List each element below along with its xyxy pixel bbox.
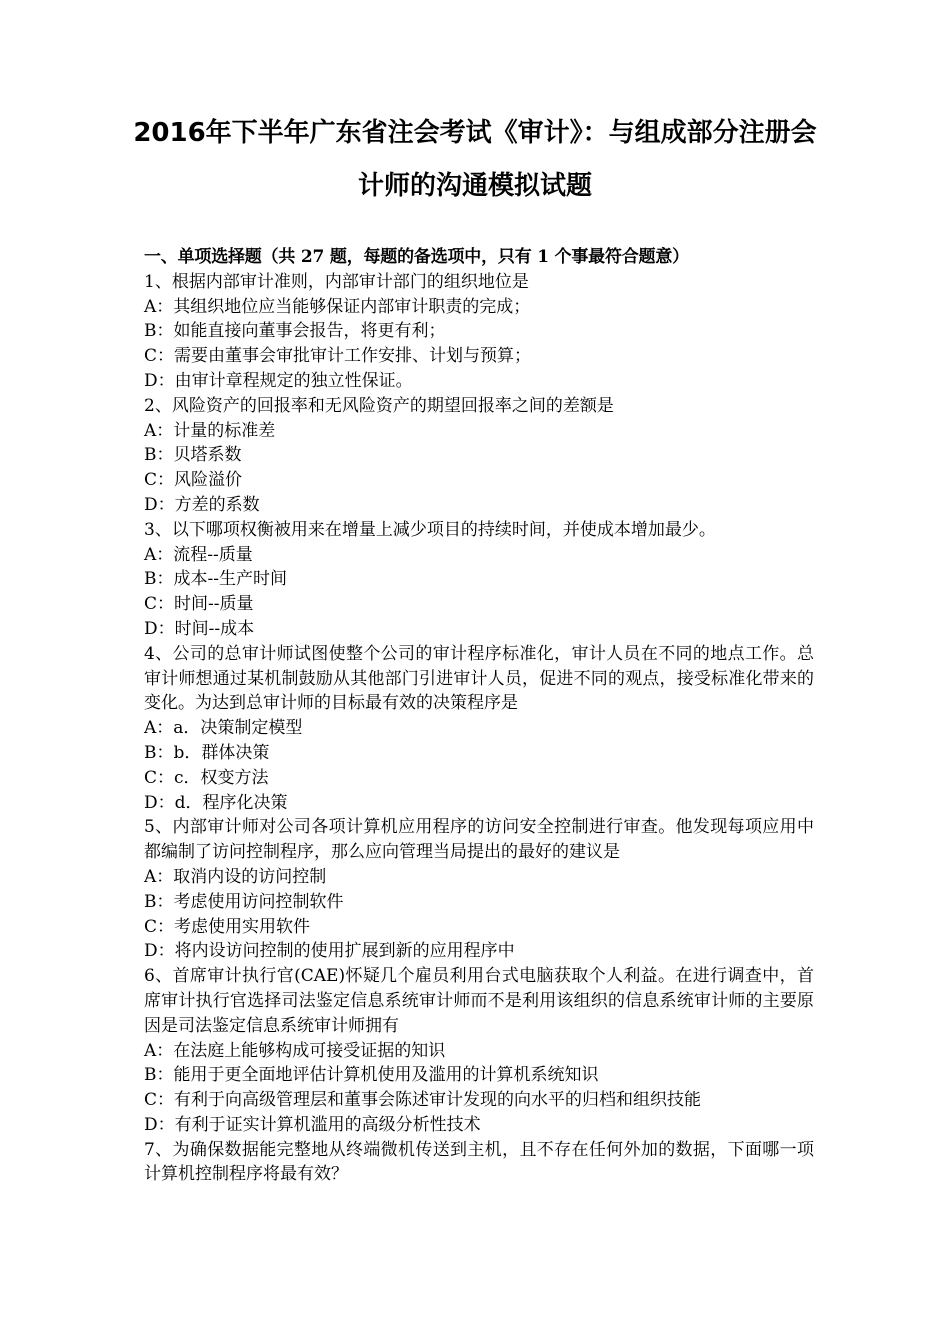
question-stem: 6、首席审计执行官(CAE)怀疑几个雇员利用台式电脑获取个人利益。在进行调查中，首席审计执行官选择司法鉴定信息系统审计师而不是利用该组织的信息系统审计师的主要原因是司法鉴定信息系统审计师拥有 bbox=[144, 966, 814, 1036]
option-c: C：风险溢价 bbox=[144, 470, 243, 491]
section-heading: 一、单项选择题（共 27 题，每题的备选项中，只有 1 个事最符合题意） bbox=[144, 247, 689, 267]
question-stem: 2、风险资产的回报率和无风险资产的期望回报率之间的差额是 bbox=[144, 395, 614, 416]
question-5 bbox=[144, 815, 814, 964]
option-d: D：有利于证实计算机滥用的高级分析性技术 bbox=[144, 1114, 481, 1135]
question-stem: 7、为确保数据能完整地从终端微机传送到主机，且不存在任何外加的数据，下面哪一项计算机控制程序将最有效？ bbox=[144, 1139, 814, 1185]
document-body bbox=[144, 245, 814, 1187]
option-a: A：其组织地位应当能够保证内部审计职责的完成； bbox=[144, 296, 531, 317]
document-title-line-2: 计师的沟通模拟试题 bbox=[357, 171, 592, 201]
option-b: B：如能直接向董事会报告，将更有利； bbox=[144, 321, 446, 342]
question-stem: 1、根据内部审计准则，内部审计部门的组织地位是 bbox=[144, 271, 529, 292]
question-3 bbox=[144, 518, 814, 642]
option-a: A：计量的标准差 bbox=[144, 420, 276, 441]
option-c: C：c．权变方法 bbox=[144, 767, 269, 788]
question-7 bbox=[144, 1138, 814, 1188]
question-6 bbox=[144, 964, 814, 1138]
document-title-line-1: 2016年下半年广东省注会考试《审计》：与组成部分注册会 bbox=[133, 118, 817, 148]
option-b: B：成本--生产时间 bbox=[144, 569, 287, 590]
option-b: B：b．群体决策 bbox=[144, 742, 270, 763]
option-d: D：d．程序化决策 bbox=[144, 792, 288, 813]
question-stem: 5、内部审计师对公司各项计算机应用程序的访问安全控制进行审查。他发现每项应用中都编制了访问控制程序，那么应向管理当局提出的最好的建议是 bbox=[144, 817, 814, 863]
option-d: D：方差的系数 bbox=[144, 494, 260, 515]
question-1 bbox=[144, 270, 814, 394]
option-c: C：时间--质量 bbox=[144, 594, 254, 615]
option-a: A：流程--质量 bbox=[144, 544, 253, 565]
option-d: D：时间--成本 bbox=[144, 618, 255, 639]
option-d: D：由审计章程规定的独立性保证。 bbox=[144, 370, 413, 391]
option-d: D：将内设访问控制的使用扩展到新的应用程序中 bbox=[144, 941, 515, 962]
option-b: B：考虑使用访问控制软件 bbox=[144, 891, 344, 912]
option-a: A：取消内设的访问控制 bbox=[144, 866, 327, 887]
question-stem: 3、以下哪项权衡被用来在增量上减少项目的持续时间，并使成本增加最少。 bbox=[144, 519, 716, 540]
option-c: C：考虑使用实用软件 bbox=[144, 916, 311, 937]
question-4 bbox=[144, 642, 814, 816]
option-b: B：能用于更全面地评估计算机使用及滥用的计算机系统知识 bbox=[144, 1065, 599, 1086]
option-b: B：贝塔系数 bbox=[144, 445, 242, 466]
question-2 bbox=[144, 394, 814, 518]
question-stem: 4、公司的总审计师试图使整个公司的审计程序标准化，审计人员在不同的地点工作。总审计师想通过某机制鼓励从其他部门引进审计人员，促进不同的观点，接受标准化带来的变化。为达到总审计师的目标最有效的决策程序是 bbox=[144, 643, 814, 714]
option-c: C：需要由董事会审批审计工作安排、计划与预算； bbox=[144, 346, 532, 367]
option-a: A：a．决策制定模型 bbox=[144, 718, 303, 739]
option-c: C：有利于向高级管理层和董事会陈述审计发现的向水平的归档和组织技能 bbox=[144, 1090, 702, 1111]
option-a: A：在法庭上能够构成可接受证据的知识 bbox=[144, 1040, 446, 1061]
